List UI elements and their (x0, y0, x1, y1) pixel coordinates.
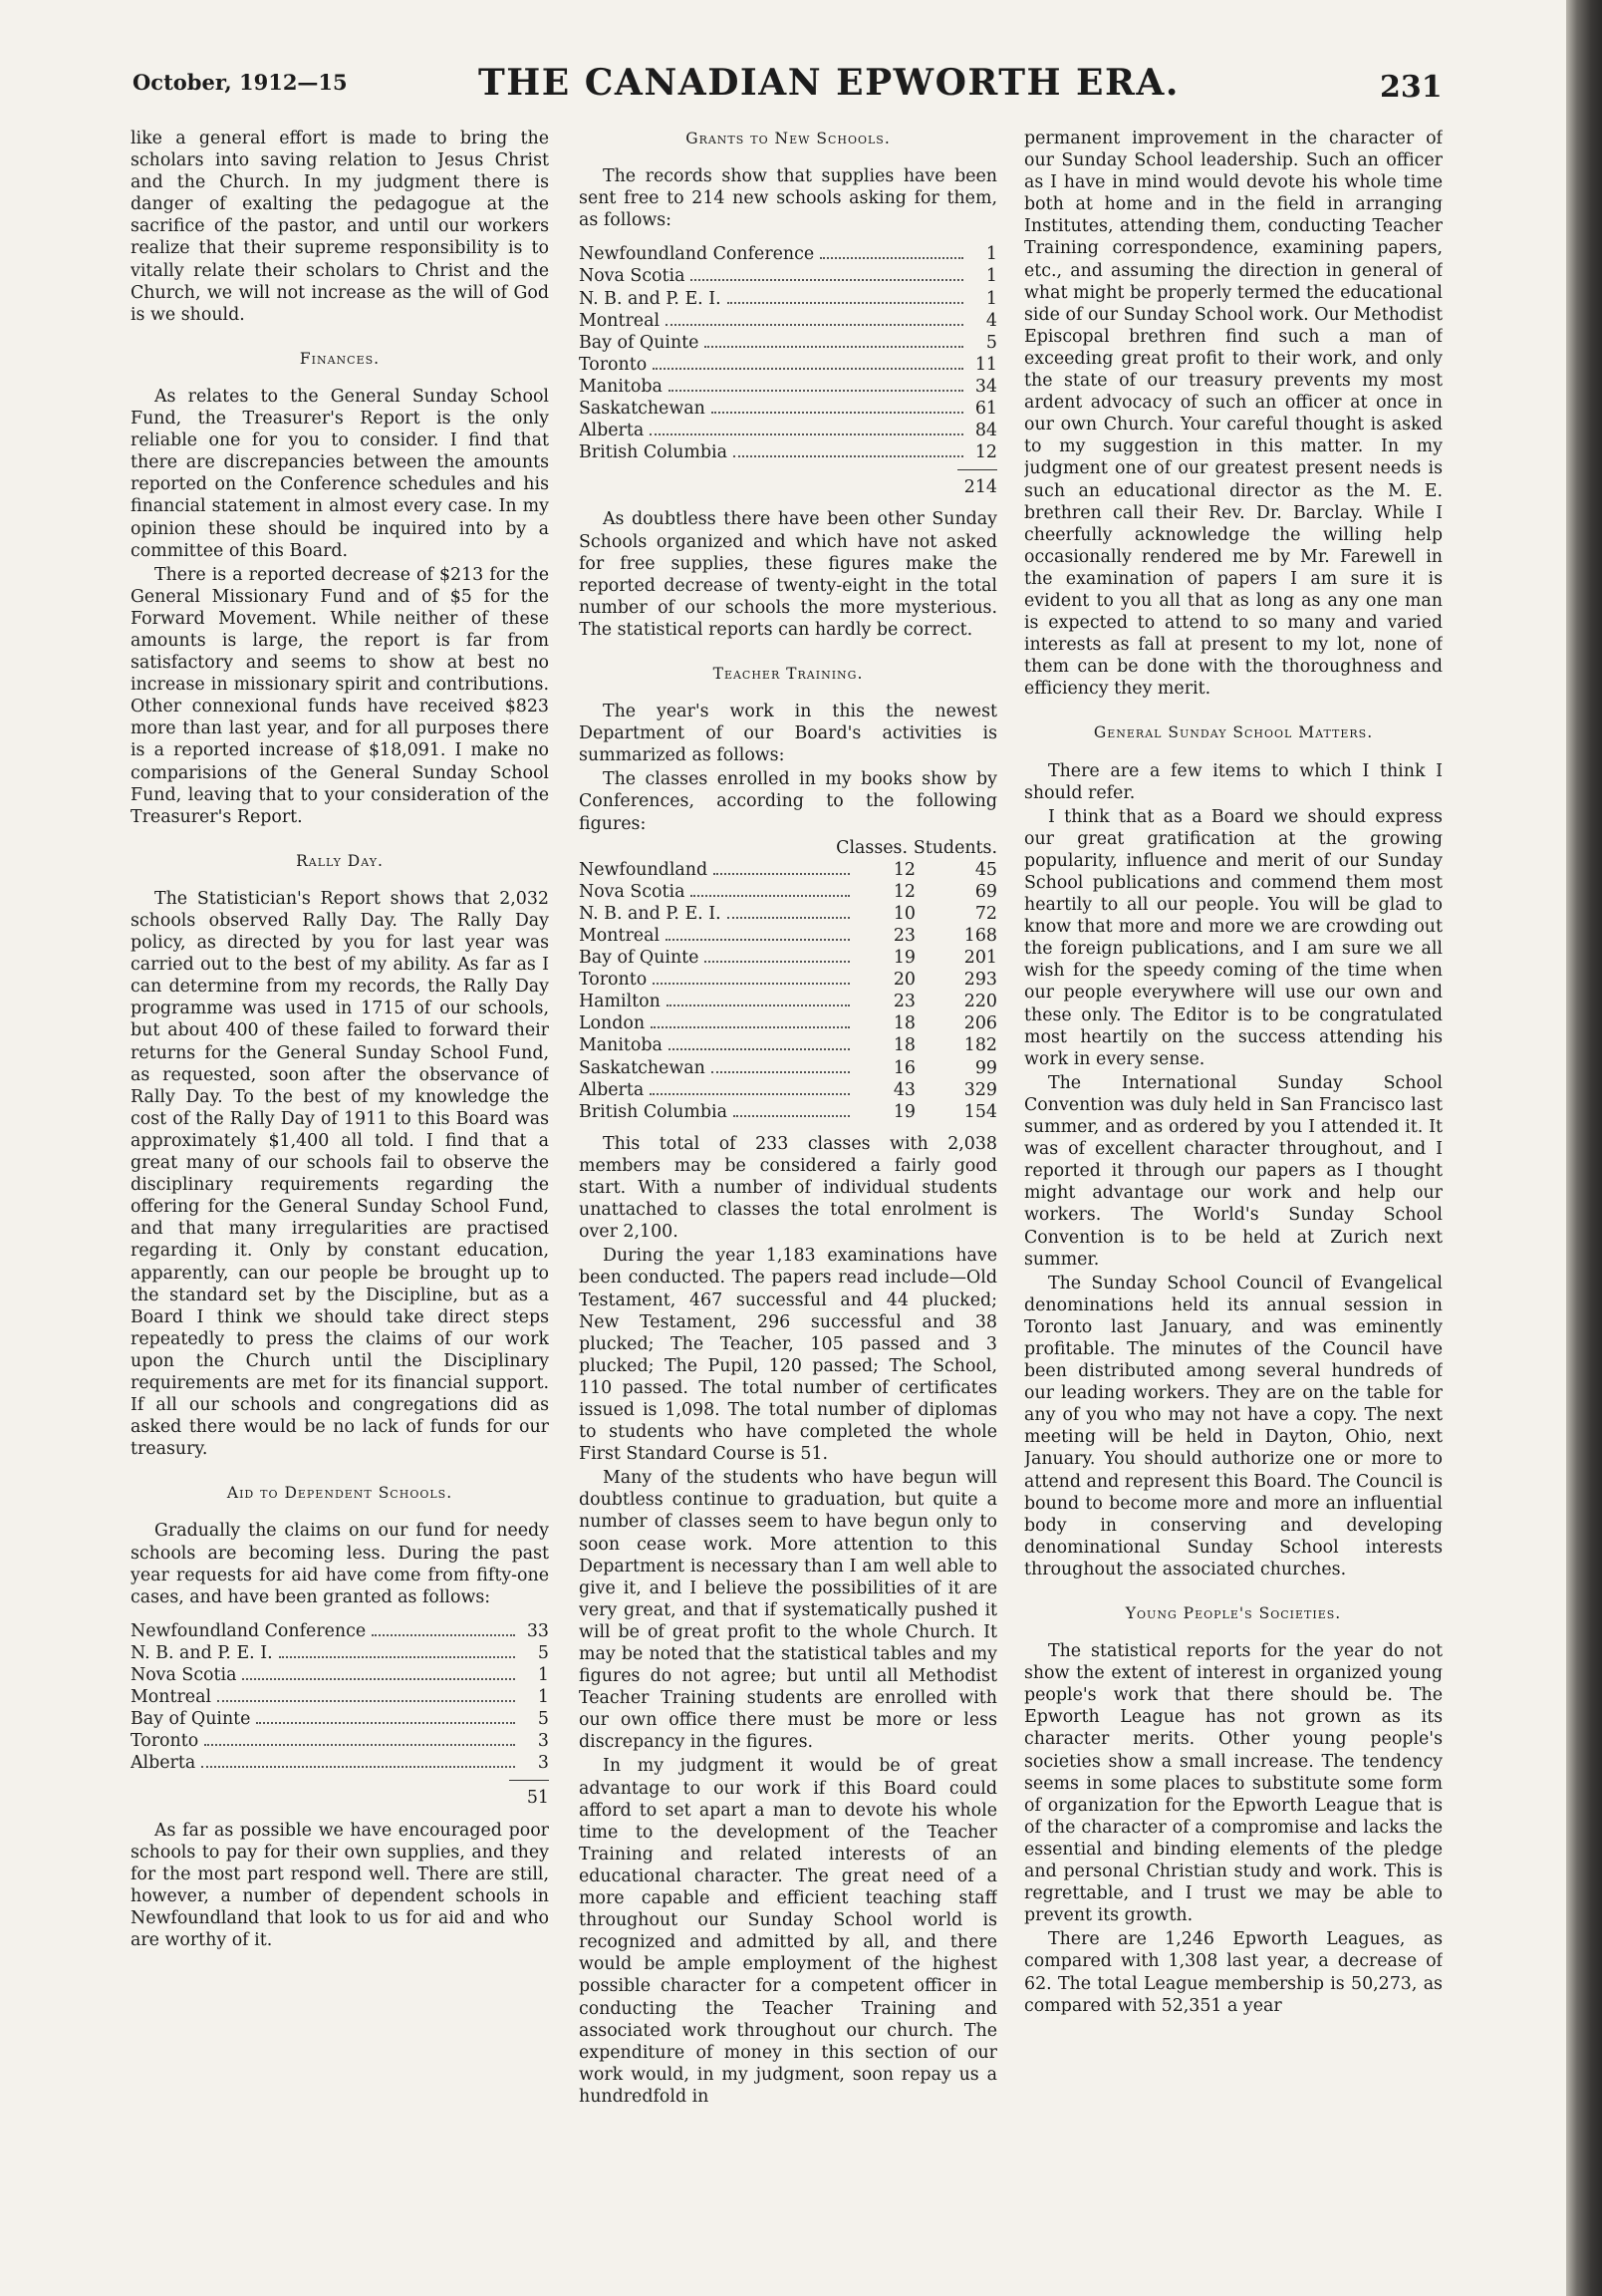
row-name: Newfoundland Conference (131, 1620, 367, 1641)
row-value: 61 (974, 399, 997, 420)
row-name: Manitoba (579, 376, 663, 397)
row-name: Toronto (131, 1731, 199, 1752)
grants-table (579, 243, 997, 498)
row-classes: 20 (893, 970, 916, 991)
row-name: Montreal (579, 310, 661, 331)
row-value: 12 (974, 442, 997, 463)
row-name: Nova Scotia (131, 1665, 237, 1685)
row-classes: 23 (893, 926, 916, 946)
paragraph: The Sunday School Council of Evangelical denominations held its annual session in Toronto last January, and was eminently profitable. The minutes of the Council have been distributed among several hundreds of our leading workers. They are on the table for any of you who may not have a copy. The next meeting will be held in Dayton, Ohio, next January. You should authorize one or more to attend and represent this Board. The Council is bound to become more and more an influential body in conserving and developing denominational Sunday School interests throughout the associated churches. (1024, 1273, 1443, 1579)
row-classes: 19 (893, 1101, 916, 1122)
column-header-classes: Classes. (836, 837, 908, 858)
row-classes: 18 (893, 1013, 916, 1034)
total-rule (957, 469, 997, 470)
row-classes: 19 (893, 948, 916, 969)
row-name: British Columbia (579, 1101, 727, 1122)
table-row (579, 859, 997, 881)
paragraph: In my judgment it would be of great advantage to our work if this Board could afford to set apart a man to devote his whole time to the development of the Teacher Training and related interests of an educational character. The great need of a more capable and efficient teaching staff throughout our Sunday School world is recognized and admitted by all, and there would be ample employment of the highest possible character for a competent officer in conducting the Teacher Training and associated work throughout our church. The expenditure of money in this section of our work would, in my judgment, soon repay us a hundredfold in (579, 1756, 997, 2107)
row-value: 1 (537, 1687, 549, 1708)
table-row (579, 398, 997, 420)
row-classes: 23 (893, 992, 916, 1012)
table-row (579, 420, 997, 441)
paragraph: I think that as a Board we should express our great gratification at the growing popularity, influence and merit of our Sunday School publications and commend them most heartily to all our people. You will be glad to know that more and more we are crowding out the foreign publications, and I am sure we all wish for the speedy coming of the time when our people everywhere will use our own and these only. The Editor is to be congratulated most heartily on the success attending his work in every sense. (1024, 806, 1443, 1069)
paragraph: There is a reported decrease of $213 for the General Missionary Fund and of $5 for the Forward Movement. While neither of these amounts is large, the report is far from satisfactory and seems to show at best no increase in missionary spirit and contributions. Other connexional funds have received $823 more than last year, and for all purposes there is a reported increase of $18,091. I make no comparisions of the General Sunday School Fund, leaving that to your consideration of the Treasurer's Report. (131, 564, 549, 827)
table-row (131, 1620, 549, 1642)
table-row (579, 881, 997, 903)
page-header (0, 0, 1566, 130)
publication-title: THE CANADIAN EPWORTH ERA. (478, 62, 1180, 104)
row-students: 45 (974, 859, 997, 880)
row-students: 182 (963, 1035, 997, 1056)
row-classes: 10 (893, 903, 916, 924)
table-total: 214 (963, 477, 997, 498)
paragraph: permanent improvement in the character of our Sunday School leadership. Such an officer as I have in mind would devote his whole time both at home and in the field in arranging Institutes, attending them, conducting Teacher Training correspondence, examining papers, etc., and assuming the direction in general of what might be properly termed the educational side of our Sunday School work. Our Methodist Episcopal brethren find such a man of exceeding great profit to their work, and only the state of our treasury prevents my most ardent advocacy of such an officer at once in our own Church. Your careful thought is asked to my suggestion in this matter. In my judgment one of our greatest present needs is such an educational director as the M. E. brethren call their Rev. Dr. Barclay. While I cheerfully acknowledge the willing help occasionally rendered me by Mr. Farewell in the examination of papers I am sure it is evident to you all that as long as any one man is expected to attend to so many and varied interests as fall at present to my lot, none of them can be done with the thoroughness and efficiency they merit. (1024, 129, 1443, 700)
row-name: Montreal (579, 926, 661, 946)
paragraph: During the year 1,183 examinations have been conducted. The papers read include—Old Testament, 467 successful and 44 plucked; New Testament, 296 successful and 38 plucked; The Teacher, 105 passed and 3 plucked; The Pupil, 120 passed; The School, 110 passed. The total number of certificates issued is 1,098. The total number of diplomas to students who have completed the whole First Standard Course is 51. (579, 1246, 997, 1465)
row-name: Newfoundland Conference (579, 244, 815, 265)
paragraph: The International Sunday School Convention was duly held in San Francisco last summer, and as ordered by you I attended it. It was of excellent character throughout, and I reported it through our papers as I thought might advantage our work and help our workers. The World's Sunday School Convention is to be held at Zurich next summer. (1024, 1072, 1443, 1270)
row-name: Alberta (131, 1753, 196, 1774)
row-classes: 12 (893, 859, 916, 880)
row-value: 5 (537, 1709, 549, 1730)
row-name: Montreal (131, 1687, 212, 1708)
row-value: 4 (985, 310, 997, 331)
table-row (579, 243, 997, 265)
row-name: Bay of Quinte (579, 332, 699, 353)
paragraph: This total of 233 classes with 2,038 members may be considered a fairly good start. With a number of individual students unattached to classes the total enrolment is over 2,100. (579, 1133, 997, 1243)
row-students: 329 (963, 1079, 997, 1100)
row-name: Toronto (579, 354, 648, 375)
row-students: 206 (963, 1013, 997, 1034)
paragraph: The Statistician's Report shows that 2,032 schools observed Rally Day. The Rally Day policy, as directed by you for last year was carried out to the best of my ability. As far as I can determine from my records, the Rally Day programme was used in 1715 of our schools, but about 400 of these failed to forward their returns for the General Sunday School Fund, as requested, soon after the observance of Rally Day. To the best of my knowledge the cost of the Rally Day of 1911 to this Board was approximately $1,400 all told. I find that a great many of our schools fail to observe the disciplinary requirements regarding the offering for the General Sunday School Fund, and that many irregularities are practised regarding it. Only by constant education, apparently, can our people be brought up to the standard set by the Discipline, but as a Board I think we should take direct steps repeatedly to press the claims of our work upon the Church until the Disciplinary requirements are met for its financial support. If all our schools and congregations did as asked there would be no lack of funds for our treasury. (131, 888, 549, 1460)
paragraph: like a general effort is made to bring the scholars into saving relation to Jesus Christ and the Church. In my judgment there is danger of exalting the pedagogue at the sacrifice of the pastor, and until our workers realize that their supreme responsibility is to vitally relate their scholars to Christ and the Church, we will not increase as the will of God is we should. (131, 129, 549, 325)
table-row (131, 1730, 549, 1752)
table-row (579, 1079, 997, 1101)
paragraph: As relates to the General Sunday School Fund, the Treasurer's Report is the only reliable one for you to consider. I find that there are discrepancies between the amounts reported on the Conference schedules and his financial statement in almost every case. In my opinion these should be inquired into by a committee of this Board. (131, 386, 549, 561)
table-row (579, 310, 997, 332)
row-students: 69 (974, 881, 997, 902)
table-row (579, 969, 997, 991)
issue-date: October, 1912—15 (133, 70, 348, 95)
row-students: 168 (963, 926, 997, 946)
paragraph: As far as possible we have encouraged poor schools to pay for their own supplies, and they for the most part respond well. There are still, however, a number of dependent schools in Newfoundland that look to us for aid and who are worthy of it. (131, 1820, 549, 1951)
page-number: 231 (1380, 70, 1443, 105)
table-total: 51 (526, 1788, 549, 1809)
table-row (579, 354, 997, 376)
row-name: Alberta (579, 1079, 645, 1100)
row-value: 5 (537, 1642, 549, 1663)
row-name: N. B. and P. E. I. (579, 288, 721, 309)
row-value: 1 (985, 288, 997, 309)
table-row (579, 288, 997, 310)
section-heading-general-matters: General Sunday School Matters. (1093, 723, 1374, 742)
paragraph: There are 1,246 Epworth Leagues, as compared with 1,308 last year, a decrease of 62. The total League membership is 50,273, as compared with 52,351 a year (1024, 1929, 1443, 2016)
row-name: Nova Scotia (579, 266, 685, 287)
table-header (579, 837, 997, 859)
section-heading-young-peoples-societies: Young People's Societies. (1125, 1604, 1342, 1622)
row-name: British Columbia (579, 442, 727, 463)
paragraph: There are a few items to which I think I should refer. (1024, 760, 1443, 803)
table-row (579, 1034, 997, 1056)
row-value: 1 (985, 266, 997, 287)
row-name: Saskatchewan (579, 1057, 705, 1078)
row-students: 220 (963, 992, 997, 1012)
row-students: 293 (963, 970, 997, 991)
row-name: Hamilton (579, 992, 661, 1012)
row-students: 201 (963, 948, 997, 969)
table-row (579, 1101, 997, 1123)
table-row (579, 441, 997, 463)
row-value: 3 (537, 1731, 549, 1752)
section-heading-aid: Aid to Dependent Schools. (226, 1484, 453, 1503)
row-value: 1 (537, 1665, 549, 1685)
paragraph: The statistical reports for the year do not show the extent of interest in organized young people's work that there should be. The Epworth League has not grown as its character merits. Other young people's societies show a small increase. The tendency seems in some places to substitute some form of organization for the Epworth League that is of the character of a compromise and lacks the essential and binding elements of the pledge and personal Christian study and work. This is regrettable, and I trust we may be able to prevent its growth. (1024, 1641, 1443, 1926)
row-name: Bay of Quinte (579, 948, 699, 969)
row-name: London (579, 1013, 646, 1034)
row-name: Bay of Quinte (131, 1709, 251, 1730)
paragraph: As doubtless there have been other Sunday Schools organized and which have not asked for free supplies, these figures make the reported decrease of twenty-eight in the total number of our schools the more mysterious. The statistical reports can hardly be correct. (579, 509, 997, 640)
row-value: 34 (974, 376, 997, 397)
page-binding-edge (1566, 0, 1602, 2296)
row-name: N. B. and P. E. I. (579, 903, 721, 924)
row-name: Toronto (579, 970, 648, 991)
row-name: Manitoba (579, 1035, 663, 1056)
row-classes: 16 (893, 1057, 916, 1078)
column-header-students: Students. (913, 837, 997, 858)
row-name: N. B. and P. E. I. (131, 1642, 273, 1663)
paragraph: The year's work in this the newest Department of our Board's activities is summarized as follows: (579, 702, 997, 766)
table-row (131, 1752, 549, 1774)
paragraph: The classes enrolled in my books show by Conferences, according to the following figures: (579, 769, 997, 834)
table-row (131, 1642, 549, 1664)
row-value: 5 (985, 332, 997, 353)
paragraph: The records show that supplies have been sent free to 214 new schools asking for them, as follows: (579, 166, 997, 231)
column-right (1024, 128, 1443, 2260)
table-row (579, 947, 997, 969)
column-left (131, 128, 549, 2260)
row-value: 3 (537, 1753, 549, 1774)
total-rule (509, 1780, 549, 1781)
row-value: 33 (526, 1620, 549, 1641)
row-name: Newfoundland (579, 859, 708, 880)
column-middle (579, 128, 997, 2260)
table-row (579, 991, 997, 1012)
table-row (579, 1057, 997, 1079)
section-heading-teacher-training: Teacher Training. (712, 664, 864, 683)
row-classes: 12 (893, 881, 916, 902)
table-row (579, 376, 997, 398)
section-heading-rally-day: Rally Day. (296, 851, 384, 870)
row-value: 11 (974, 354, 997, 375)
section-heading-finances: Finances. (299, 349, 381, 368)
row-name: Saskatchewan (579, 399, 705, 420)
aid-table (131, 1620, 549, 1810)
table-row (579, 925, 997, 947)
row-name: Alberta (579, 421, 645, 441)
row-students: 154 (963, 1101, 997, 1122)
paragraph: Many of the students who have begun will doubtless continue to graduation, but quite a number of classes seem to have begun only to soon cease work. More attention to this Department is necessary than I am well able to give it, and I believe the possibilities of it are very great, and that if systematically pushed it will be of great profit to the whole Church. It may be noted that the statistical tables and my figures do not agree; but until all Methodist Teacher Training students are enrolled with our own office there must be more or less discrepancy in the figures. (579, 1468, 997, 1753)
row-classes: 43 (893, 1079, 916, 1100)
section-heading-grants: Grants to New Schools. (685, 130, 891, 147)
row-students: 99 (974, 1057, 997, 1078)
table-row (579, 265, 997, 287)
table-row (579, 903, 997, 925)
table-row (131, 1686, 549, 1708)
row-value: 84 (974, 421, 997, 441)
table-row (579, 332, 997, 354)
paragraph: Gradually the claims on our fund for needy schools are becoming less. During the past year requests for aid have come from fifty-one cases, and have been granted as follows: (131, 1521, 549, 1607)
row-students: 72 (974, 903, 997, 924)
table-row (579, 1012, 997, 1034)
teacher-training-table (579, 837, 997, 1123)
table-row (131, 1664, 549, 1686)
row-value: 1 (985, 244, 997, 265)
row-classes: 18 (893, 1035, 916, 1056)
row-name: Nova Scotia (579, 881, 685, 902)
table-row (131, 1708, 549, 1730)
